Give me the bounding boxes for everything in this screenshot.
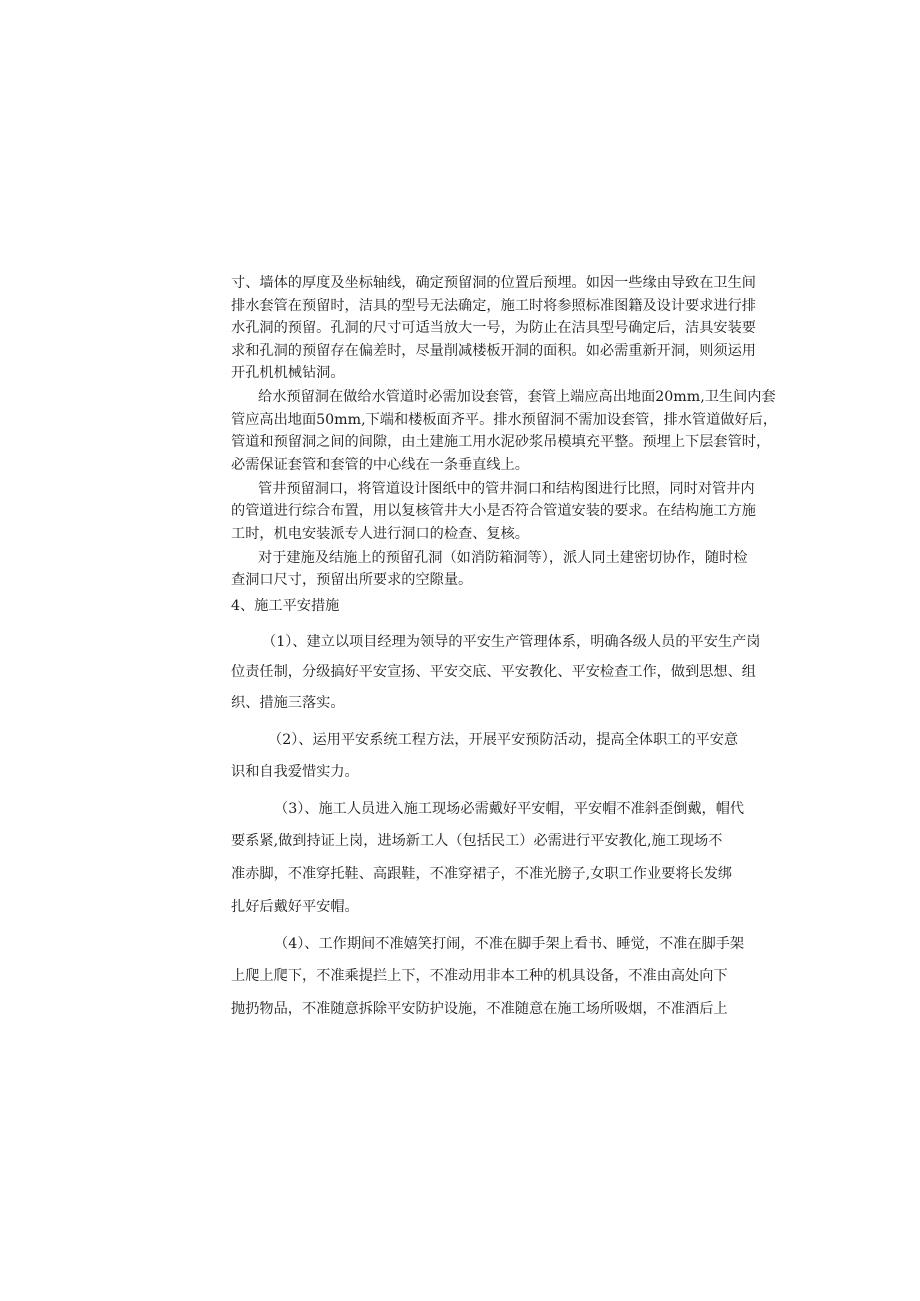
- paragraph-line: 抛扔物品，不准随意拆除平安防护设施，不准随意在施工场所吸烟，不准酒后上: [231, 1001, 728, 1017]
- paragraph-line: 开孔机机械钻洞。: [231, 365, 345, 381]
- paragraph-line: 求和孔洞的预留存在偏差时，尽量削减楼板开洞的面积。如必需重新开洞，则须运用: [231, 343, 756, 359]
- paragraph-line: 必需保证套管和套管的中心线在一条垂直线上。: [231, 457, 529, 473]
- paragraph-line: 准赤脚，不准穿托鞋、高跟鞋，不准穿裙子，不准光膀子,女职工作业要将长发绑: [231, 866, 733, 882]
- paragraph-line: 织、措施三落实。: [231, 695, 345, 711]
- paragraph-line: 要系紧,做到持证上岗，进场新工人（包括民工）必需进行平安教化,施工现场不: [231, 833, 723, 849]
- paragraph-line: 扎好后戴好平安帽。: [231, 899, 359, 915]
- paragraph-line: 上爬上爬下，不准乘提拦上下，不准动用非本工种的机具设备，不准由高处向下: [231, 968, 728, 984]
- paragraph-line: 寸、墙体的厚度及坐标轴线，确定预留洞的位置后预埋。如因一些缘由导致在卫生间: [231, 275, 756, 291]
- paragraph-line: （2）、运用平安系统工程方法，开展平安预防活动，提高全体职工的平安意: [268, 732, 739, 748]
- paragraph-line: 排水套管在预留时，洁具的型号无法确定，施工时将参照标准图籍及设计要求进行排: [231, 298, 756, 314]
- paragraph-line: 管道和预留洞之间的间隙，由土建施工用水泥砂浆吊模填充平整。预埋上下层套管时，: [231, 434, 771, 450]
- paragraph-line: 管井预留洞口，将管道设计图纸中的管井洞口和结构图进行比照，同时对管井内: [258, 481, 755, 497]
- paragraph-line: 水孔洞的预留。孔洞的尺寸可适当放大一号，为防止在洁具型号确定后，洁具安装要: [231, 320, 756, 336]
- section-heading: 4、施工平安措施: [231, 598, 340, 614]
- paragraph-line: 识和自我爱惜实力。: [231, 764, 359, 780]
- paragraph-line: 的管道进行综合布置，用以复核管井大小是否符合管道安装的要求。在结构施工方施: [231, 503, 756, 519]
- paragraph-line: 管应高出地面50mm,下端和楼板面齐平。排水预留洞不需加设套管，排水管道做好后，: [231, 412, 778, 428]
- paragraph-line: 工时，机电安装派专人进行洞口的检查、复核。: [231, 526, 529, 542]
- paragraph-line: （3）、施工人员进入施工现场必需戴好平安帽，平安帽不准斜歪倒戴，帽代: [274, 801, 745, 817]
- paragraph-line: （4）、工作期间不准嬉笑打闹，不准在脚手架上看书、睡觉，不准在脚手架: [274, 936, 745, 952]
- paragraph-line: 对于建施及结施上的预留孔洞（如消防箱洞等），派人同土建密切协作，随时检: [258, 550, 748, 566]
- paragraph-line: 查洞口尺寸，预留出所要求的空隙量。: [231, 572, 473, 588]
- paragraph-line: （1）、建立以项目经理为领导的平安生产管理体系，明确各级人员的平安生产岗: [262, 634, 761, 650]
- paragraph-line: 位责任制，分级搞好平安宣扬、平安交底、平安教化、平安检查工作，做到思想、组: [231, 664, 756, 680]
- paragraph-line: 给水预留洞在做给水管道时必需加设套管，套管上端应高出地面20mm,卫生间内套: [258, 389, 776, 405]
